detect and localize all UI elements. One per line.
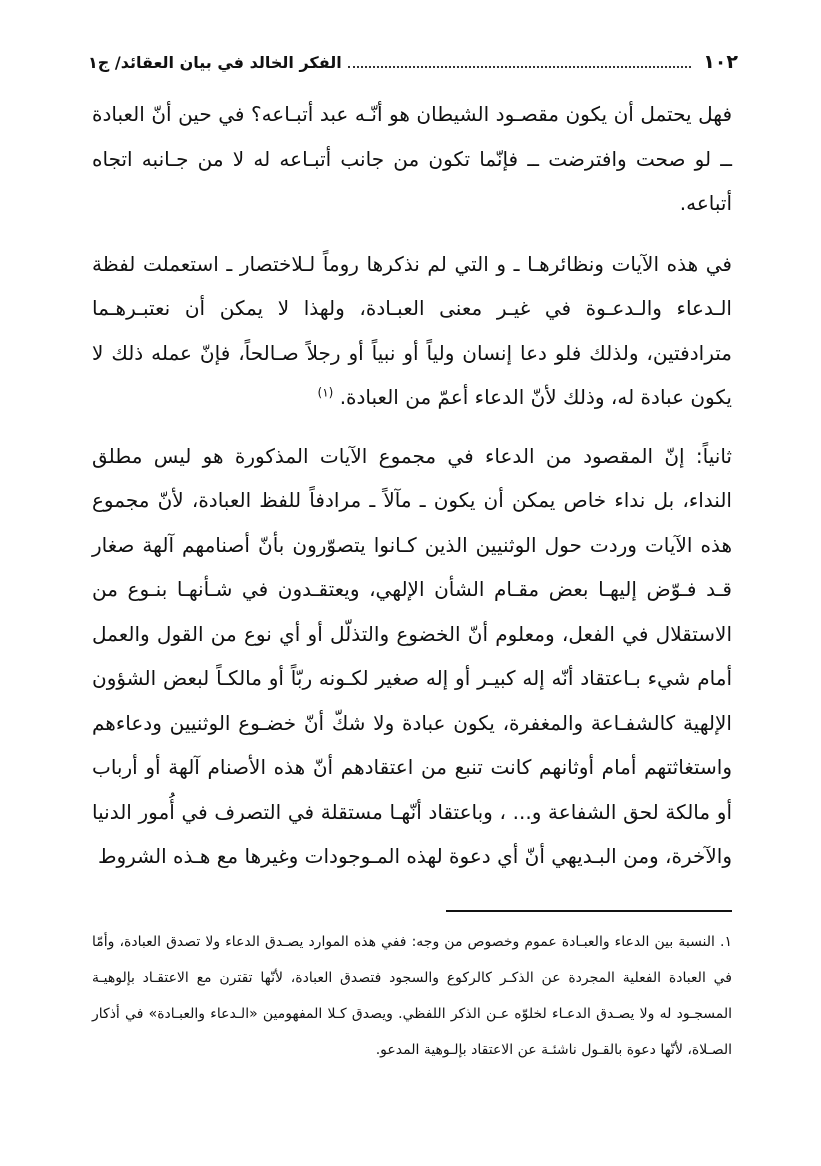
paragraph: فهل يحتمل أن يكون مقصـود الشيطان هو أنّـه عبد أتبـاعه؟ في حين أنّ العبادة ــ لو صحت وافترضت ــ فإنّما تكون من جانب أتبـاعه له لا من جـانبه اتجاه أتباعه. [92,102,732,215]
paragraph: ثانياً: إنّ المقصود من الدعاء في مجموع الآيات المذكورة هو ليس مطلق النداء، بل نداء خاص يمكن أن يكون ـ مآلاً ـ مرادفاً للفظ العبادة، لأنّ مجموع هذه الآيات وردت حول الوثنيين الذين كـانوا يتصوّرون بأنّ أصنامهم آلهة صغار قـد فـوّض إليهـا بعض مقـام الشأن الإلهي، ويعتقـدون في شـأنهـا بنـوع من الاستقلال في الفعل، ومعلوم أنّ الخضوع والتذلّل أو أي نوع من القول والعمل أمام شيء بـاعتقاد أنّه إله كبيـر أو إله صغير لكـونه ربّاً أو مالكـاً لبعض الشؤون الإلهية كالشفـاعة والمغفرة، يكون عبادة ولا شكّ أنّ خضـوع الوثنيين ودعاءهم واستغاثتهم أمام أوثانهم كانت تنبع من اعتقادهم أنّ هذه الأصنام آلهة أو أرباب أو مالكة لحق الشفاعة و... ، وباعتقاد أنّهـا مستقلة في التصرف في أُمور الدنيا والآخرة، ومن البـديهي أنّ أي دعوة لهذه المـوجودات وغيرها مع هـذه الشروط [92,443,732,868]
page-number: ١٠٢ [703,51,738,73]
footnote-separator [446,910,732,912]
paragraph [92,242,732,420]
footnote-marker: (١) [317,385,334,400]
running-header [88,44,738,80]
footnote [92,924,732,1068]
main-text [92,92,732,879]
footnote-text: ١. النسبة بين الدعاء والعبـادة عموم وخصوص من وجه: ففي هذه الموارد يصـدق الدعاء ولا تصدق العبادة، وأمّا في العبادة الفعلية المجردة عن الذكـر كالركوع والسجود فتصدق العبادة، لأنّها تقترن مع الاعتقـاد بإلوهيـة المسجـود له ولا يصـدق الدعـاء لخلوّه عـن الذكر اللفظي. ويصدق كـلا المفهومين «الـدعاء والعبـادة» في أذكار الصـلاة، لأنّها دعوة بالقـول ناشئـة عن الاعتقاد بإلـوهية المدعو. [92,934,732,1058]
header-dotted-leader [348,65,692,68]
book-title: الفكر الخالد في بيان العقائد/ ج١ [88,52,342,72]
paragraph-text: في هذه الآيات ونظائرهـا ـ و التي لم نذكرها روماً لـلاختصار ـ استعملت لفظة الـدعاء والـدعـوة في غيـر معنى العبـادة، ولهذا لا يمكن أن نعتبـرهـما مترادفتين، ولذلك فلو دعا إنسان ولياً أو نبياً أو رجلاً صـالحاً، فإنّ عمله ذلك لا يكون عبادة له، وذلك لأنّ الدعاء أعمّ من العبادة. [92,251,732,409]
